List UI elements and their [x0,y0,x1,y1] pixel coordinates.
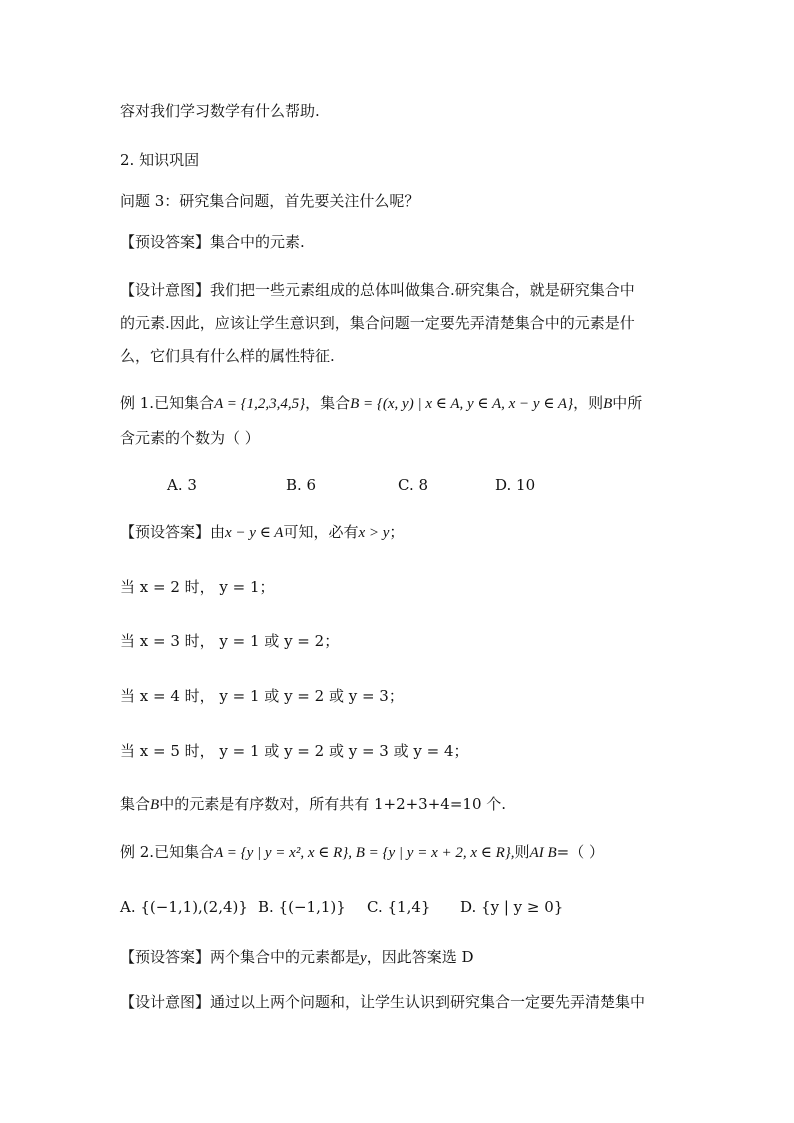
answer-2-line [120,946,676,969]
option-a: A. 3 [167,476,197,494]
text-fragment: 由 [210,523,226,541]
example-1-label: 例 1.已知集合 [120,394,215,412]
design-intent-line [120,991,676,1013]
design-intent-text: 我们把一些元素组成的总体叫做集合.研究集合，就是研究集合中 [210,281,635,299]
preset-answer-text: 集合中的元素. [210,233,305,251]
preset-answer-tag: 【预设答案】 [120,523,211,541]
example-2-label: 例 2.已知集合 [120,843,215,861]
text-fragment: =（ ） [556,843,604,861]
inequality-formula: x > y [358,525,390,541]
text-fragment: ，因此答案选 D [366,948,474,966]
option-c: C. {1,4} [367,898,431,916]
text-fragment: ，则 [573,394,604,412]
intersection-formula: AI B [529,845,557,861]
text-fragment: 集合 [120,795,151,813]
example-2-line [120,841,676,864]
set-b-symbol: B [150,797,160,813]
section-heading: 2. 知识巩固 [120,151,200,169]
set-b-formula: B = {(x, y) | x ∈ A, y ∈ A, x − y ∈ A} [350,396,574,412]
example-1-line [120,392,676,415]
text-fragment: 可知，必有 [283,523,359,541]
option-a: A. {(−1,1),(2,4)} [120,898,248,916]
set-a-formula: A = {1,2,3,4,5} [214,396,306,412]
design-intent-text: 通过以上两个问题和，让学生认识到研究集合一定要先弄清楚集中 [210,993,646,1011]
example-1-line-2: 含元素的个数为（ ） [120,429,260,447]
case-line: 当 x = 5 时， y = 1 或 y = 2 或 y = 3 或 y = 4； [120,742,469,760]
answer-1-line [120,521,676,544]
summary-line [120,793,676,816]
condition-formula: x − y ∈ A [225,525,284,541]
case-line: 当 x = 3 时， y = 1 或 y = 2； [120,632,340,650]
paragraph-line: 的元素.因此，应该让学生意识到，集合问题一定要先弄清楚集合中的元素是什 [120,314,635,332]
set-b-symbol: B [603,396,613,412]
design-intent-tag: 【设计意图】 [120,993,211,1011]
sets-formula: A = {y | y = x², x ∈ R}, B = {y | y = x + 2, x ∈ R}, [214,845,515,861]
preset-answer-tag: 【预设答案】 [120,948,211,966]
text-fragment: 两个集合中的元素都是 [210,948,361,966]
design-intent-tag: 【设计意图】 [120,281,211,299]
option-b: B. {(−1,1)} [258,898,346,916]
preset-answer-line [120,231,676,253]
paragraph-line: 容对我们学习数学有什么帮助. [120,102,320,120]
option-d: D. {y | y ≥ 0} [460,898,564,916]
option-b: B. 6 [286,476,317,494]
case-line: 当 x = 4 时， y = 1 或 y = 2 或 y = 3； [120,687,404,705]
paragraph-line: 么，它们具有什么样的属性特征. [120,347,335,365]
text-fragment: 则 [514,843,530,861]
text-fragment: 中的元素是有序数对，所有共有 1+2+3+4=10 个. [159,795,507,813]
option-c: C. 8 [398,476,429,494]
option-d: D. 10 [495,476,536,494]
preset-answer-tag: 【预设答案】 [120,233,211,251]
case-line: 当 x = 2 时， y = 1； [120,578,275,596]
text-fragment: ，集合 [305,394,351,412]
text-fragment: ； [389,523,405,541]
text-fragment: 中所 [612,394,643,412]
design-intent-line [120,279,676,301]
question-line: 问题 3：研究集合问题，首先要关注什么呢？ [120,192,420,210]
variable-y: y [360,950,367,966]
